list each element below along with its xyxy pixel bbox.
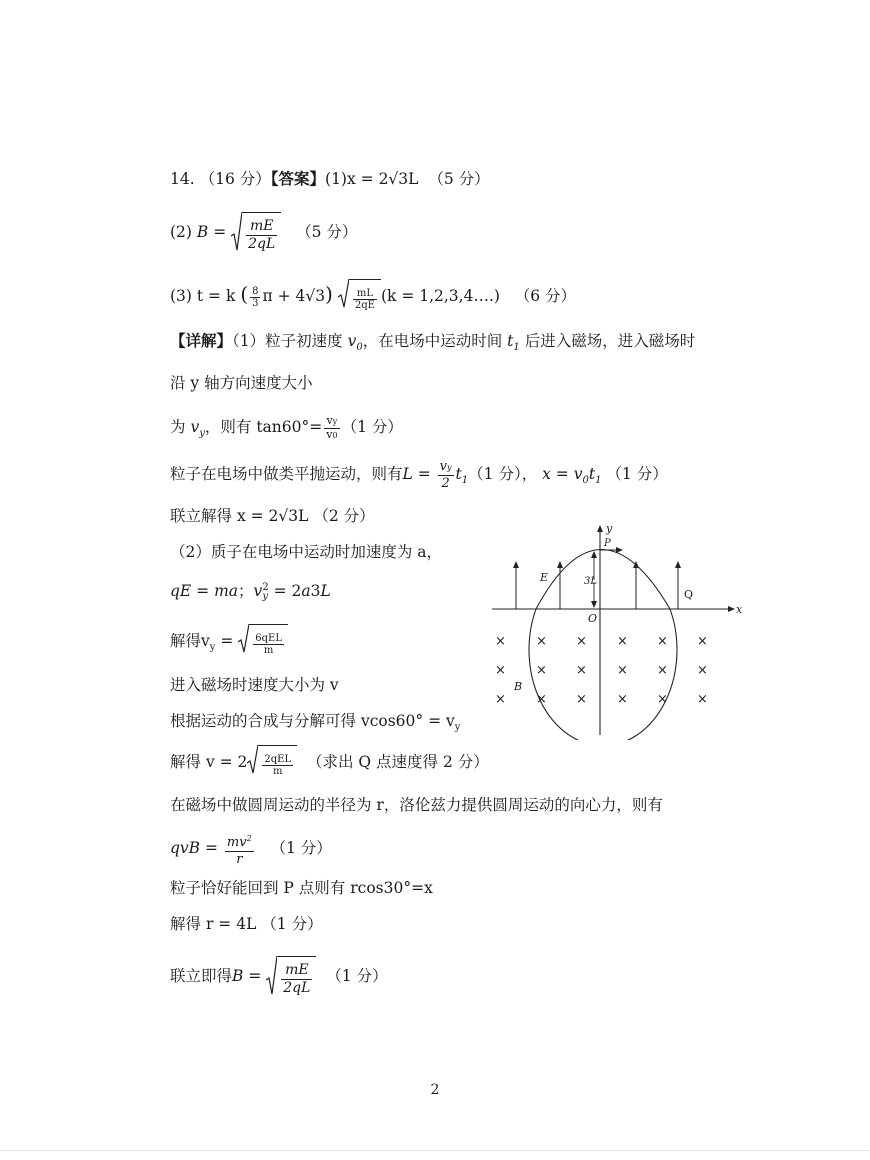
cross-mark: ×: [617, 663, 628, 678]
formula-x: $x = v_0t_1$: [542, 465, 602, 486]
label-q: Q: [684, 588, 694, 601]
detail-text: 解得: [170, 632, 202, 650]
part2-label: (2): [170, 223, 192, 241]
footer-divider: [0, 1150, 870, 1151]
formula-qE: qE = ma: [170, 582, 239, 600]
var-t1: $t_1$: [507, 332, 520, 353]
answer-part2: [170, 212, 357, 252]
b-field-crosses: [495, 634, 708, 707]
detail-line-9: 进入磁场时速度大小为 v: [170, 676, 339, 694]
final-B-formula: B = $\frac{mE}{2qL}$: [232, 967, 316, 985]
part3-formula: t = k ( $\frac{8}{3}$ π + 4√3) $\frac{mL}{2qE}$: [197, 287, 381, 305]
cross-mark: ×: [536, 634, 547, 649]
cross-mark: ×: [495, 663, 506, 678]
part2-formula: B = $\frac{mE}{2qL}$: [197, 223, 286, 241]
label-o: O: [588, 612, 598, 625]
label-b: B: [514, 680, 523, 693]
detail-line-14: [170, 877, 433, 899]
detail-text: 根据运动的合成与分解可得: [170, 712, 357, 730]
detail-line-1: [170, 330, 695, 359]
detail-text: 联立即得: [170, 967, 233, 985]
answer-part3: [170, 277, 576, 311]
detail-text: （1）粒子初速度: [232, 332, 343, 350]
detail-line-15: [170, 913, 323, 935]
detail-line-4: [170, 456, 668, 492]
cross-mark: ×: [657, 634, 668, 649]
trajectory-parabola: [536, 550, 670, 610]
detail-points: （1 分）: [270, 839, 332, 857]
detail-line-7: qE = ma；v 2 y = 2a3L: [170, 582, 331, 602]
detail-line-16: [170, 956, 388, 996]
detail-points: （1 分）: [261, 915, 323, 933]
physics-diagram: [488, 520, 750, 740]
detail-text: 解得: [170, 753, 202, 771]
formula-vcos: $vcos60^\circ = v_y$: [360, 712, 461, 733]
part1-formula: x = 2√3L: [346, 170, 419, 188]
cross-mark: ×: [536, 663, 547, 678]
detail-text: 联立解得: [170, 507, 233, 525]
answer-header: [170, 168, 490, 190]
detail-text: 后进入磁场，进入磁场时: [524, 332, 696, 350]
detail-line-3: [170, 410, 403, 444]
cross-mark: ×: [536, 692, 547, 707]
cross-mark: ×: [576, 663, 587, 678]
question-score: （16 分）: [199, 170, 271, 188]
cross-mark: ×: [697, 663, 708, 678]
detail-text: 为: [170, 418, 186, 436]
label-3l: 3L: [584, 576, 598, 587]
detail-points: （1 分）: [606, 465, 668, 483]
detail-line-12: 在磁场中做圆周运动的半径为 r，洛伦兹力提供圆周运动的向心力，则有: [170, 796, 663, 814]
page-number: 2: [430, 1082, 440, 1098]
cross-mark: ×: [657, 692, 668, 707]
formula-vy: $v_y$ = $\frac{\text{6qEL}}{m}$: [201, 632, 288, 650]
part2-points: （5 分）: [296, 223, 358, 241]
part3-label: (3): [170, 287, 192, 305]
detail-points: （1 分）: [341, 418, 403, 436]
cross-mark: ×: [617, 634, 628, 649]
label-p: P: [604, 538, 611, 549]
result-x: x = 2√3L: [236, 507, 309, 525]
cross-mark: ×: [657, 663, 668, 678]
detail-points: （1 分）: [326, 967, 388, 985]
formula-r: r = 4L: [205, 915, 257, 933]
y-axis-label: y: [606, 522, 613, 535]
trajectory-circle: [529, 609, 677, 740]
detail-line-2: 沿 y 轴方向速度大小: [170, 374, 313, 392]
cross-mark: ×: [576, 692, 587, 707]
detail-line-13: [170, 828, 332, 868]
cross-mark: ×: [697, 634, 708, 649]
answer-tag: 【答案】: [270, 169, 326, 188]
formula-v: v = 2 $\frac{\text{2qEL}}{m}$: [206, 753, 297, 771]
cross-mark: ×: [576, 634, 587, 649]
detail-text: 粒子在电场中做类平抛运动，则有: [170, 465, 403, 483]
detail-line-6: （2）质子在电场中运动时加速度为 a，: [170, 543, 443, 561]
cross-mark: ×: [617, 692, 628, 707]
detail-points: （求出 Q 点速度得 2 分）: [307, 753, 489, 771]
var-vy: $v_y$: [190, 418, 205, 439]
question-number: 14.: [170, 170, 195, 188]
detail-text: 粒子恰好能回到 P 点则有: [170, 879, 346, 897]
label-e: E: [540, 571, 549, 584]
detail-tag: 【详解】: [170, 331, 233, 350]
x-axis-label: x: [736, 603, 743, 616]
formula-vy2: v 2 y = 2a3L: [253, 582, 331, 602]
formula-rcos: rcos30°=x: [350, 879, 433, 897]
detail-line-8: [170, 624, 288, 658]
detail-text: 解得: [170, 915, 202, 933]
detail-points: （2 分）: [313, 507, 375, 525]
cross-mark: ×: [495, 634, 506, 649]
detail-line-11: [170, 745, 489, 779]
part3-points: （6 分）: [514, 287, 577, 305]
part1-label: (1): [325, 170, 347, 188]
detail-text: ，则有: [204, 418, 252, 436]
part3-k-condition: (k = 1,2,3,4….): [380, 287, 500, 305]
var-v0: $v_0$: [347, 332, 363, 353]
cross-mark: ×: [495, 692, 506, 707]
detail-line-5: [170, 505, 375, 527]
detail-points: （1 分），: [468, 465, 538, 483]
formula-lorentz: qvB = $\frac{mv^2}{r}$: [170, 839, 256, 857]
detail-line-10: [170, 710, 460, 739]
cross-mark: ×: [697, 692, 708, 707]
formula-L: L = $\frac{vy}{2}$ $t_1$: [402, 459, 469, 491]
part1-points: （5 分）: [428, 170, 490, 188]
detail-text: ，在电场中运动时间: [362, 332, 503, 350]
tan-formula: tan60°= $\frac{vy}{v0}$: [256, 413, 338, 441]
